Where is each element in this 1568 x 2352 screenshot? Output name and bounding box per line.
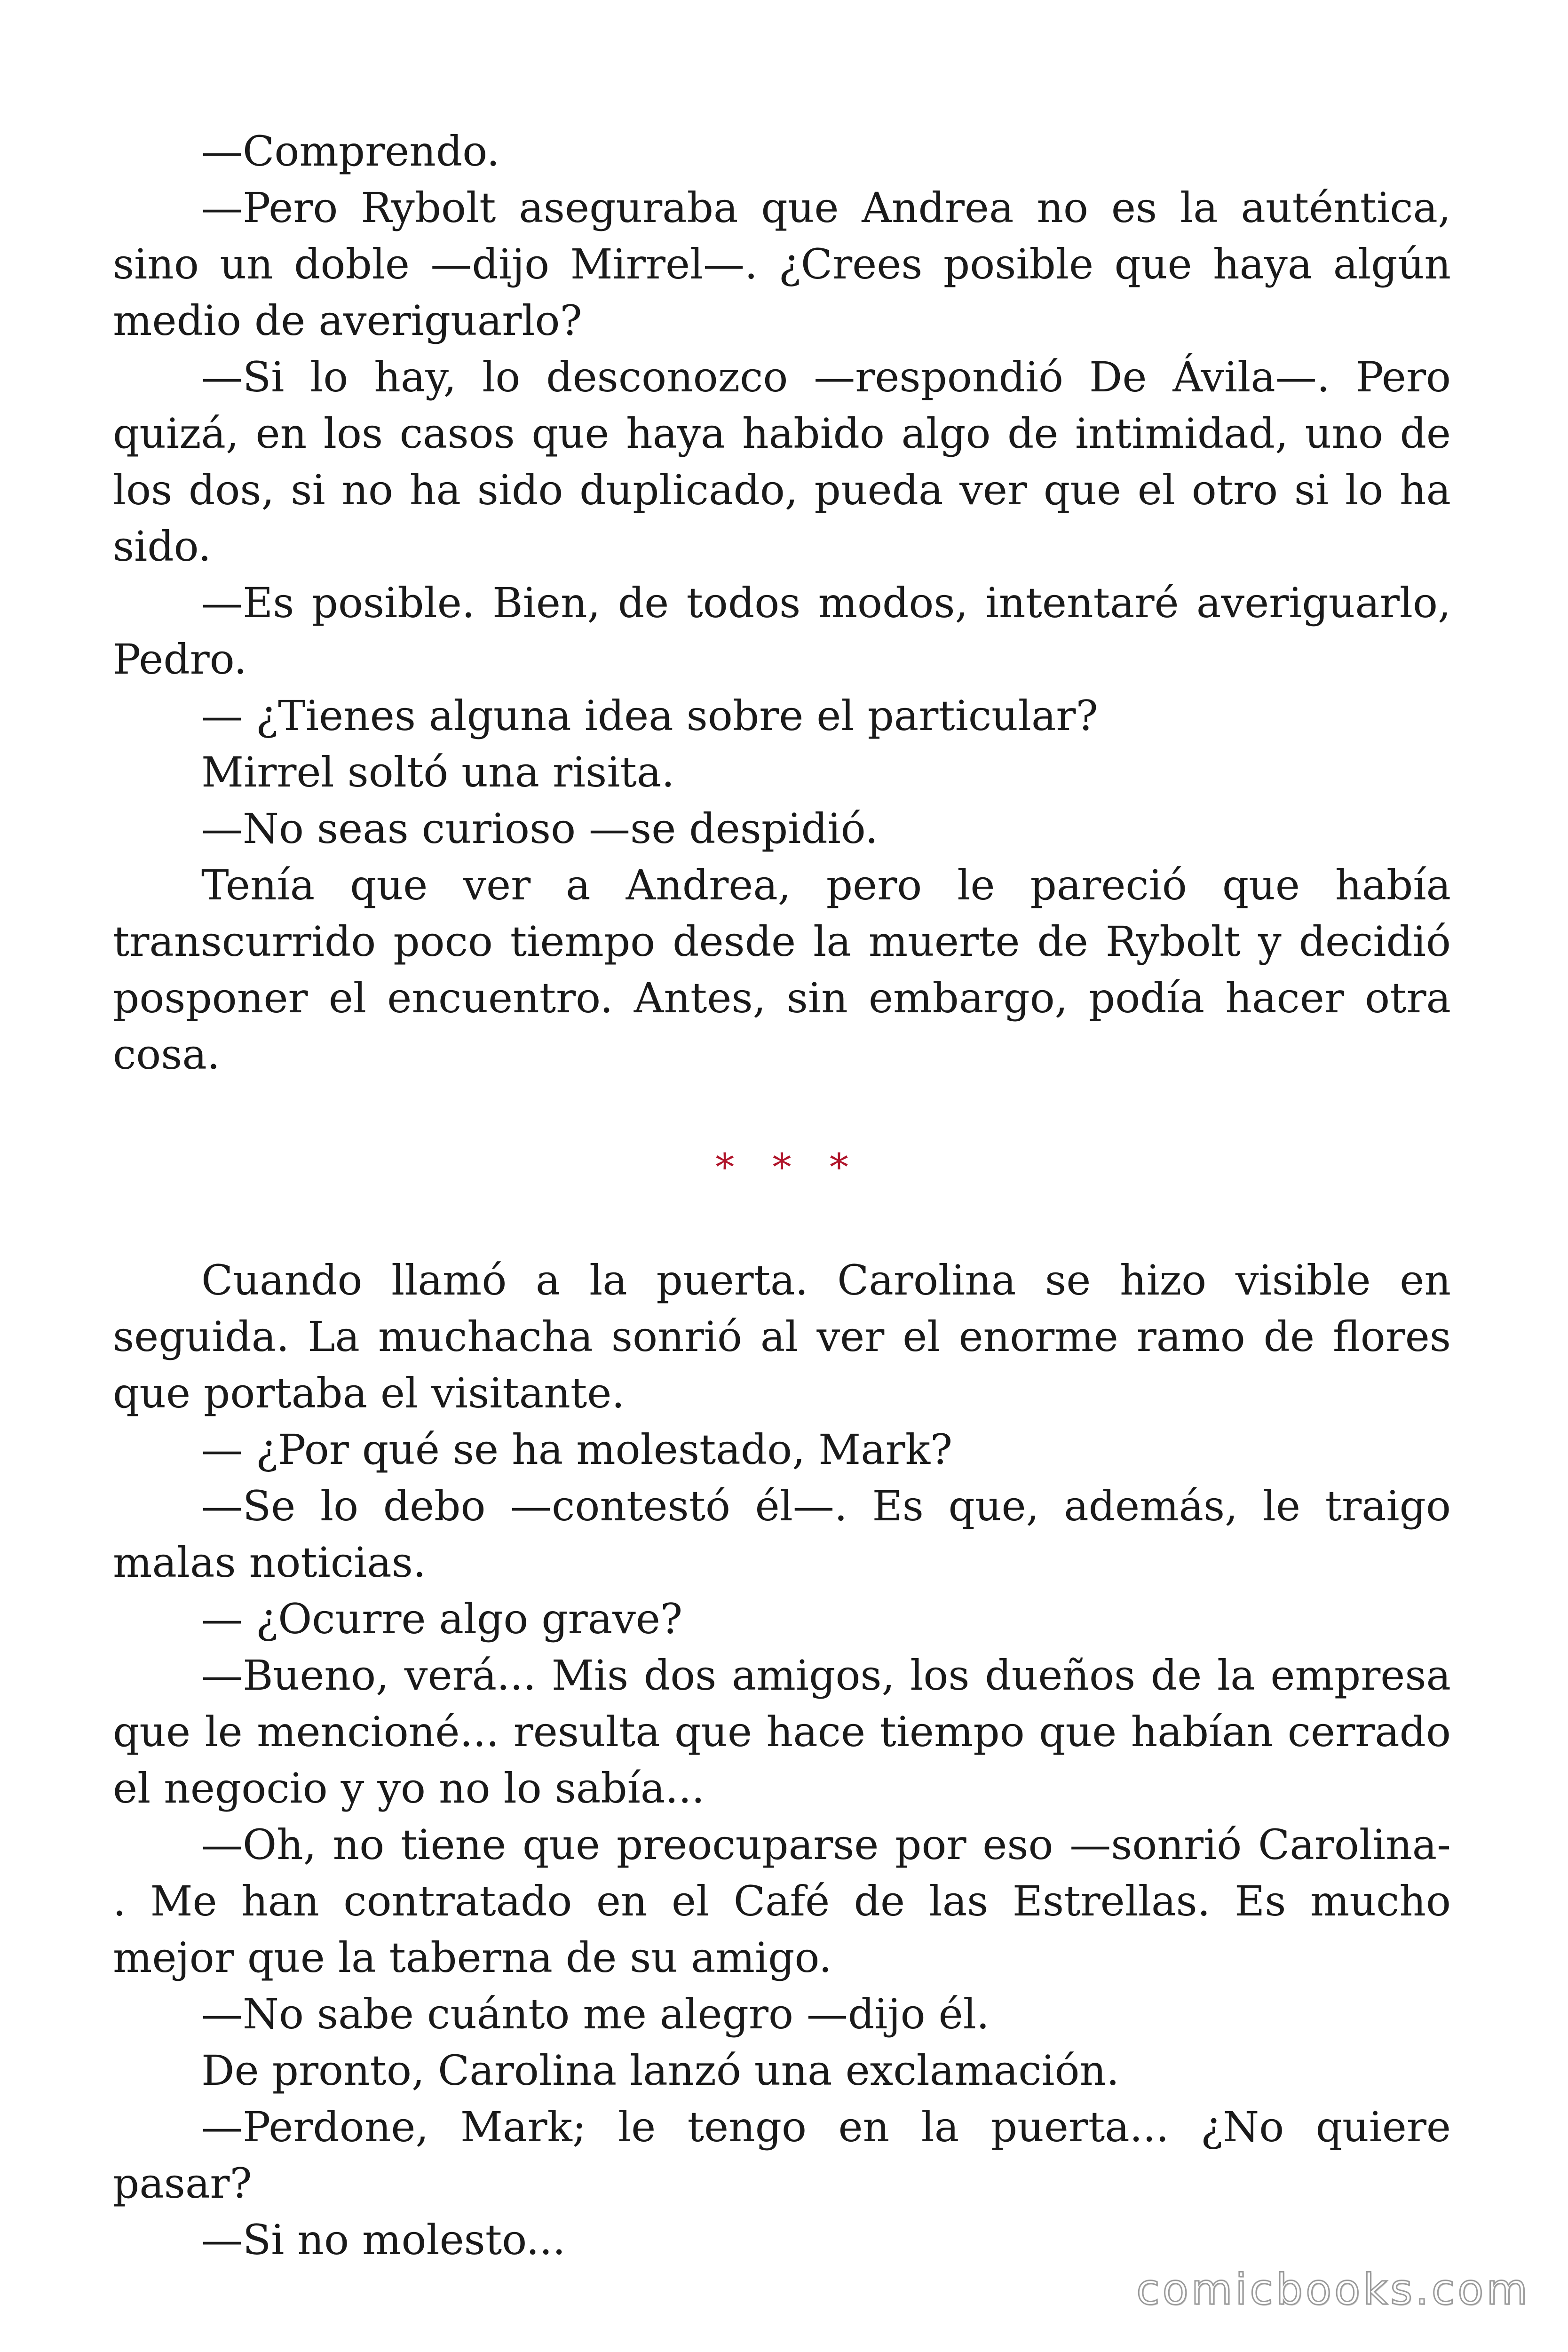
- paragraph: —No sabe cuánto me alegro —dijo él.: [201, 1990, 990, 2038]
- paragraph: — ¿Por qué se ha molestado, Mark?: [201, 1425, 953, 1474]
- book-page: [113, 123, 1451, 2268]
- paragraph: Mirrel soltó una risita.: [201, 748, 675, 796]
- paragraph: —Perdone, Mark; le tengo en la puerta... ¿No quiere pasar?: [113, 2103, 1451, 2208]
- paragraph: —Si no molesto...: [201, 2216, 566, 2264]
- section-1: [113, 123, 1451, 1083]
- section-2: [113, 1252, 1451, 2268]
- paragraph: —No seas curioso —se despidió.: [201, 804, 879, 853]
- scene-separator: * * *: [715, 1145, 862, 1189]
- paragraph: — ¿Tienes alguna idea sobre el particular?: [201, 691, 1098, 740]
- watermark: comicbooks.com: [1136, 2265, 1530, 2314]
- paragraph: —Es posible. Bien, de todos modos, intentaré averiguarlo, Pedro.: [113, 579, 1451, 683]
- paragraph: De pronto, Carolina lanzó una exclamación.: [201, 2046, 1120, 2095]
- paragraph: —Si lo hay, lo desconozco —respondió De Ávila—. Pero quizá, en los casos que haya habido algo de intimidad, uno de los dos, si no ha sido duplicado, pueda ver que el otro si lo ha sido.: [113, 353, 1451, 571]
- paragraph: —Comprendo.: [201, 127, 500, 175]
- paragraph: —Oh, no tiene que preocuparse por eso —sonrió Carolina- . Me han contratado en el Café de las Estrellas. Es mucho mejor que la taberna de su amigo.: [113, 1820, 1451, 1982]
- paragraph: Tenía que ver a Andrea, pero le pareció que había transcurrido poco tiempo desde la muerte de Rybolt y decidió posponer el encuentro. Antes, sin embargo, podía hacer otra cosa.: [113, 861, 1451, 1079]
- paragraph: —Pero Rybolt aseguraba que Andrea no es la auténtica, sino un doble —dijo Mirrel—. ¿Crees posible que haya algún medio de averiguarlo?: [113, 183, 1451, 345]
- paragraph: —Bueno, verá... Mis dos amigos, los dueños de la empresa que le mencioné... resulta que hace tiempo que habían cerrado el negocio y yo no lo sabía...: [113, 1651, 1451, 1812]
- paragraph: — ¿Ocurre algo grave?: [201, 1595, 683, 1643]
- paragraph: Cuando llamó a la puerta. Carolina se hizo visible en seguida. La muchacha sonrió al ver el enorme ramo de flores que portaba el visitante.: [113, 1256, 1451, 1417]
- paragraph: —Se lo debo —contestó él—. Es que, además, le traigo malas noticias.: [113, 1482, 1451, 1587]
